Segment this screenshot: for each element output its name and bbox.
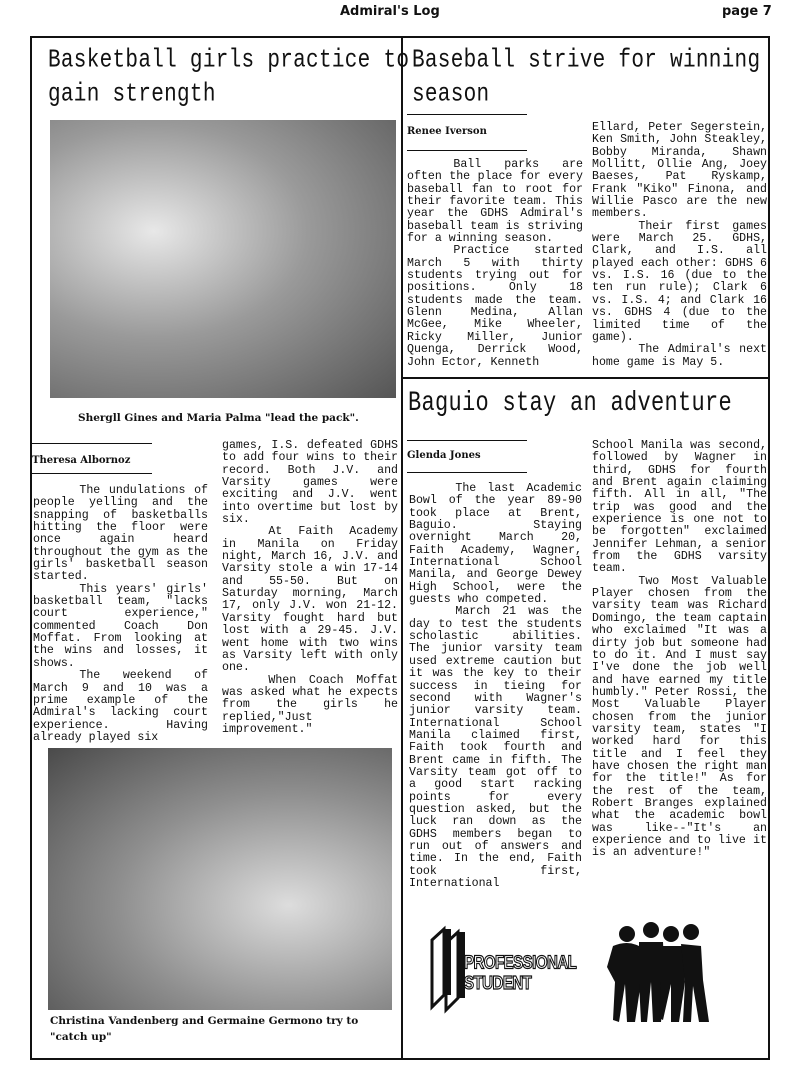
column-divider (401, 36, 403, 1060)
byline-rule (407, 114, 527, 115)
headline-line: Basketball girls practice to (48, 46, 410, 76)
byline-rule (407, 472, 527, 473)
paragraph: Ball parks are often the place for every baseball fan to root for their favorite team. This year the GDHS Admiral's baseball team is striving for a winning season. (407, 158, 583, 246)
baguio-headline: Baguio stay an adventure (408, 387, 733, 419)
logo-line: STUDENT (464, 973, 532, 994)
headline-line: gain strength (48, 80, 216, 109)
paragraph: The last Academic Bowl of the year 89-90 took place at Brent, Baguio. Staying overnight March 20, Faith Academy, Wagner, International School Manila, and George Dewey High School, were the guests who competed. (409, 482, 582, 607)
headline-line: Baseball strive for winning (412, 46, 761, 76)
paragraph: At Faith Academy in Manila on Friday night, March 16, J.V. and Varsity stole a win 17-14 and 55-50. But on Saturday morning, March 17, only J.V. won 21-12. Varsity fought hard but lost with a 29-45. J.V. went home with two wins as Varsity left with only one. (222, 525, 398, 675)
byline-rule (32, 473, 152, 474)
byline-rule (407, 440, 527, 441)
photo-caption (50, 1013, 358, 1045)
paragraph: games, I.S. defeated GDHS to add four wins to their record. Both J.V. and Varsity games were exciting and J.V. went into overtime but lost by six. (222, 439, 398, 527)
headline-line: season (412, 80, 490, 109)
paragraph: The Admiral's next home game is May 5. (592, 343, 767, 369)
paragraph: This years' girls' basketball team, "lacks court experience," commented Coach Don Moffat. From looking at the wins and losses, it shows. (33, 582, 208, 670)
article-column (33, 485, 208, 744)
byline: Renee Iverson (407, 126, 487, 137)
paragraph: Ellard, Peter Segerstein, Ken Smith, John Steakley, Bobby Miranda, Shawn Mollitt, Ollie Ang, Joey Baeses, Pat Ryskamp, Frank "Kiko" Finona, and Willie Pasco are the new members. (592, 121, 767, 221)
paragraph: When Coach Moffat was asked what he expects from the girls he replied,"Just improvement." (222, 673, 398, 736)
photo-caption: Shergll Gines and Maria Palma "lead the pack". (78, 412, 359, 424)
section-divider (402, 377, 770, 379)
paragraph: Practice started March 5 with thirty students trying out for positions. Only 18 students made the team. Glenn Medina, Allan McGee, Mike Wheeler, Ricky Miller, Junior Quenga, Derrick Wood, John Ector, Kenneth (407, 244, 583, 369)
byline-rule (32, 443, 152, 444)
byline: Glenda Jones (407, 450, 481, 461)
photo-girls-catch-up (48, 748, 392, 1010)
basketball-headline (48, 44, 409, 112)
baseball-headline (412, 44, 760, 112)
paragraph: The weekend of March 9 and 10 was a prime example of the Admiral's lacking court experience. Having already played six (33, 669, 208, 744)
byline-rule (407, 150, 527, 151)
publication-title: Admiral's Log (340, 4, 440, 19)
article-column (592, 440, 767, 860)
article-column (222, 440, 398, 736)
article-column (407, 159, 583, 369)
professional-student-logo (424, 925, 577, 1015)
byline: Theresa Albornoz (32, 455, 131, 466)
logo-line: PROFESSIONAL (464, 953, 577, 974)
paragraph: Their first games were March 25. GDHS, Clark, and I.S. all played each other: GDHS 6 vs. I.S. 16 (due to the ten run rule); Clark 6 vs. I.S. 4; and Clark 16 vs. GDHS 4 (due to the limited time of the game). (592, 219, 767, 344)
photo-girls-running (50, 120, 396, 398)
paragraph: Two Most Valuable Player chosen from the varsity team was Richard Domingo, the team captain who exclaimed "It was a dirty job but someone had to do it. And I must say I've done the job well and have earned my title humbly." Peter Rossi, the Most Valuable Player chosen from the junior varsity team, states "I worked hard for this title and I feel they have chosen the right man for the title!" As for the rest of the team, Robert Branges explained what the academic bowl was like--"It's an experience and to live it is an adventure!" (592, 574, 767, 860)
paragraph: March 21 was the day to test the students scholastic abilities. The junior varsity team used extreme caution but it was the key to their success in tieing for second with Wagner's junior varsity team. International School Manila claimed first, Faith took fourth and Brent came in fifth. The Varsity team got off to a good start racking points for every question asked, but the luck ran down as the GDHS members began to run out of answers and time. In the end, Faith took first, International (409, 605, 582, 890)
paragraph: School Manila was second, followed by Wagner in third, GDHS for fourth and Brent again claiming fifth. All in all, "The trip was good and the experience is one not to be forgotten" exclaimed Jennifer Lehman, a senior from the GDHS varsity team. (592, 439, 767, 576)
paragraph: The undulations of people yelling and the snapping of basketballs hitting the floor were once again heard throughout the gym as the girls' basketball season started. (33, 484, 208, 584)
caption-line: Christina Vandenberg and Germaine Germono try to (50, 1015, 359, 1027)
page-number: page 7 (722, 4, 772, 19)
article-column (409, 483, 582, 890)
caption-line: "catch up" (50, 1031, 112, 1043)
students-silhouette-icon (605, 922, 715, 1030)
article-column (592, 122, 767, 369)
